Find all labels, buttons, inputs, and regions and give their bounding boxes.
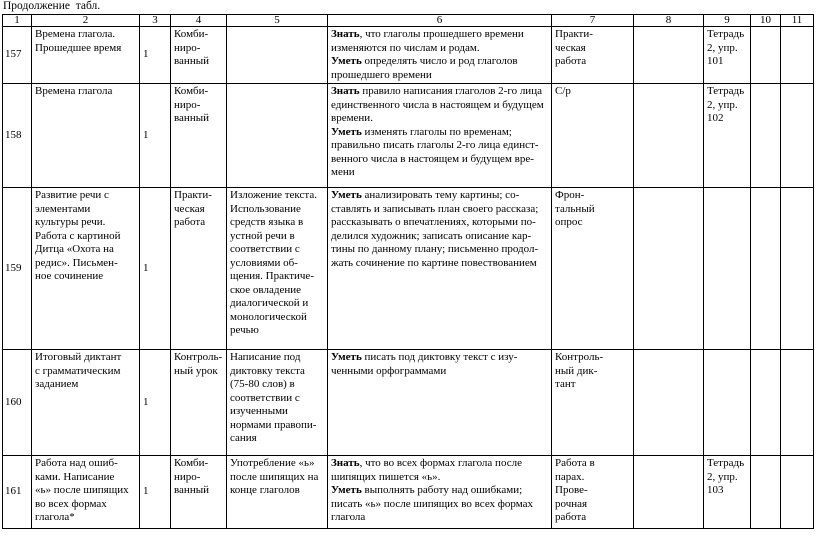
content-line: Использование [230,202,301,215]
lesson-number: 159 [3,188,32,350]
control-type [552,456,634,529]
type-line: ниро- [174,98,201,111]
lesson-content [227,84,328,188]
lesson-topic [32,84,140,188]
topic-line: Работа с картиной [35,229,121,242]
content-line: после шипящих на [230,470,319,483]
outcome-line: Уметь определять число и род глаголов [331,55,518,67]
topic-line: глагола* [35,511,75,523]
control-line: Работа в [555,457,595,469]
column-10-cell [751,27,781,84]
lesson-number: 161 [3,456,32,529]
homework-line: 102 [707,112,724,124]
outcome-line: правильно писать глаголы 2-го лица единст- [331,139,539,151]
topic-line: Времена глагола. [35,28,116,40]
outcome-line: шипящих пишется «ь». [331,470,441,483]
outcome-line: глагола [331,511,366,523]
learning-outcomes [328,188,552,350]
column-number: 8 [634,15,704,27]
lesson-topic [32,350,140,456]
type-line: ванный [174,484,209,496]
column-numbers-row [3,15,814,27]
outcome-keyword: Уметь [331,125,362,138]
content-line: нормами правопи- [230,418,317,431]
table-row [3,27,814,84]
outcome-line: Уметь изменять глаголы по временам; [331,125,512,138]
topic-line: культуры речи. [35,216,106,228]
control-line: ческая [555,41,586,54]
type-line: ниро- [174,470,201,483]
control-line: рочная [555,497,588,510]
outcome-line: Знать, что глаголы прошедшего времени [331,28,524,40]
homework-line: 2, упр. [707,98,738,111]
column-11-cell [781,188,814,350]
type-line: Комби- [174,85,209,97]
column-number: 9 [704,15,751,27]
lesson-content [227,27,328,84]
outcome-keyword: Уметь [331,484,362,496]
content-line: сания [230,432,257,444]
outcome-line: Уметь писать под диктовку текст с изу- [331,351,518,363]
table-row [3,456,814,529]
topic-line: Развитие речи с [35,189,109,201]
content-line: щения. Практиче- [230,270,314,282]
type-line: Комби- [174,457,209,469]
homework [704,27,751,84]
topic-line: Времена глагола [35,85,113,97]
control-line: работа [555,55,587,67]
column-8-cell [634,188,704,350]
outcome-line: Уметь выполнять работу над ошибками; [331,484,523,496]
type-line: ческая [174,202,205,215]
topic-line: Прошедшее время [35,41,122,54]
column-number: 2 [32,15,140,27]
outcome-line: времени. [331,112,373,124]
learning-outcomes [328,84,552,188]
content-line: ское овладение [230,283,301,296]
lesson-plan-table [2,14,814,529]
outcome-line: Уметь анализировать тему картины; со- [331,189,520,201]
outcome-line: жать сочинение по картине повествованием [331,256,537,269]
topic-line: ное сочинение [35,270,104,282]
outcome-line: Знать, что во всех формах глагола после [331,457,522,469]
learning-outcomes [328,350,552,456]
control-line: тальный [555,202,595,215]
content-line: диктовку текста [230,364,305,377]
outcome-line: венного числа в настоящем и будущем вре- [331,152,534,165]
control-line: парах. [555,470,585,483]
control-line: Прове- [555,484,588,496]
topic-line: Дитца «Охота на [35,243,114,255]
column-number: 10 [751,15,781,27]
control-line: работа [555,511,587,523]
homework-line: 103 [707,484,724,496]
lesson-topic [32,456,140,529]
column-number: 3 [140,15,171,27]
content-line: монологической [230,310,307,323]
lesson-number: 157 [3,27,32,84]
topic-line: ками. Написание [35,470,115,483]
outcome-line: прошедшего времени [331,68,432,81]
content-line: соответствии с [230,391,300,404]
outcome-keyword: Уметь [331,189,362,201]
outcome-line: рассказывать о впечатлениях, которыми по- [331,216,536,228]
lesson-topic [32,27,140,84]
topic-line: заданием [35,378,79,390]
control-type [552,84,634,188]
type-line: ванный [174,55,209,67]
topic-line: элементами [35,202,91,215]
lesson-content [227,188,328,350]
outcome-keyword: Знать [331,28,360,40]
type-line: Практи- [174,189,212,201]
topic-line: Итоговый диктант [35,351,122,363]
learning-outcomes [328,27,552,84]
column-8-cell [634,27,704,84]
homework [704,188,751,350]
column-11-cell [781,27,814,84]
outcome-keyword: Знать [331,85,360,97]
outcome-keyword: Уметь [331,351,362,363]
learning-outcomes [328,456,552,529]
lesson-content [227,456,328,529]
lesson-hours: 1 [140,350,171,456]
column-number: 4 [171,15,227,27]
control-line: опрос [555,216,583,228]
column-number: 1 [3,15,32,27]
outcome-line: мени [331,166,355,178]
column-8-cell [634,350,704,456]
column-number: 7 [552,15,634,27]
outcome-keyword: Уметь [331,55,362,67]
lesson-hours: 1 [140,188,171,350]
lesson-type [171,350,227,456]
control-line: Фрон- [555,189,585,201]
content-line: Употребление «ь» [230,457,315,469]
lesson-number: 160 [3,350,32,456]
homework-line: Тетрадь [707,28,745,40]
column-number: 5 [227,15,328,27]
column-8-cell [634,456,704,529]
outcome-line: писать «ь» после шипящих во всех формах [331,497,534,510]
lesson-number: 158 [3,84,32,188]
outcome-line: делился художник; записать описание кар- [331,229,532,242]
content-line: диалогической и [230,297,309,309]
content-line: устной речи в [230,229,295,242]
lesson-type [171,27,227,84]
lesson-type [171,188,227,350]
homework-line: 2, упр. [707,41,738,54]
control-type [552,27,634,84]
lesson-topic [32,188,140,350]
table-row [3,84,814,188]
control-type [552,188,634,350]
content-line: соответствии с [230,243,300,255]
control-line: Практи- [555,28,593,40]
table-caption: Продолжение табл. [3,0,101,12]
homework-line: 101 [707,55,724,67]
control-type [552,350,634,456]
lesson-hours: 1 [140,27,171,84]
control-line: Контроль- [555,351,604,363]
content-line: изученными [230,405,288,417]
type-line: ванный [174,112,209,124]
type-line: ный урок [174,364,218,377]
content-line: средств языка в [230,216,304,228]
column-number: 6 [328,15,552,27]
topic-line: во всех формах [35,497,107,510]
content-line: Изложение текста. [230,189,317,201]
type-line: Контроль- [174,351,223,363]
control-line: С/р [555,85,571,97]
outcome-line: единственного числа в настоящем и будущем [331,98,544,111]
control-line: ный дик- [555,364,598,377]
homework [704,350,751,456]
content-line: Написание под [230,351,301,363]
homework [704,456,751,529]
outcome-line: Знать правило написания глаголов 2-го лица [331,85,542,97]
content-line: условиями об- [230,256,298,269]
topic-line: с грамматическим [35,364,121,377]
topic-line: редис». Письмен- [35,256,118,269]
homework-line: 2, упр. [707,470,738,483]
homework [704,84,751,188]
column-8-cell [634,84,704,188]
column-11-cell [781,350,814,456]
column-10-cell [751,456,781,529]
outcome-line: ченными орфограммами [331,364,447,377]
topic-line: Работа над ошиб- [35,457,118,469]
column-number: 11 [781,15,814,27]
content-line: конце глаголов [230,484,300,496]
table-row [3,188,814,350]
homework-line: Тетрадь [707,85,745,97]
outcome-line: ставлять и записывать план своего рассказа; [331,202,539,215]
type-line: Комби- [174,28,209,40]
lesson-hours: 1 [140,456,171,529]
type-line: работа [174,216,206,228]
type-line: ниро- [174,41,201,54]
content-line: (75-80 слов) в [230,378,295,390]
topic-line: «ь» после шипящих [35,484,129,496]
lesson-hours: 1 [140,84,171,188]
column-10-cell [751,350,781,456]
column-10-cell [751,84,781,188]
column-11-cell [781,456,814,529]
outcome-line: тины по данному плану; письменно продол- [331,243,539,255]
lesson-type [171,456,227,529]
column-11-cell [781,84,814,188]
table-row [3,350,814,456]
lesson-type [171,84,227,188]
lesson-content [227,350,328,456]
column-10-cell [751,188,781,350]
control-line: тант [555,378,576,390]
outcome-keyword: Знать [331,457,360,469]
homework-line: Тетрадь [707,457,745,469]
content-line: речью [230,324,259,336]
outcome-line: изменяются по числам и родам. [331,41,480,54]
